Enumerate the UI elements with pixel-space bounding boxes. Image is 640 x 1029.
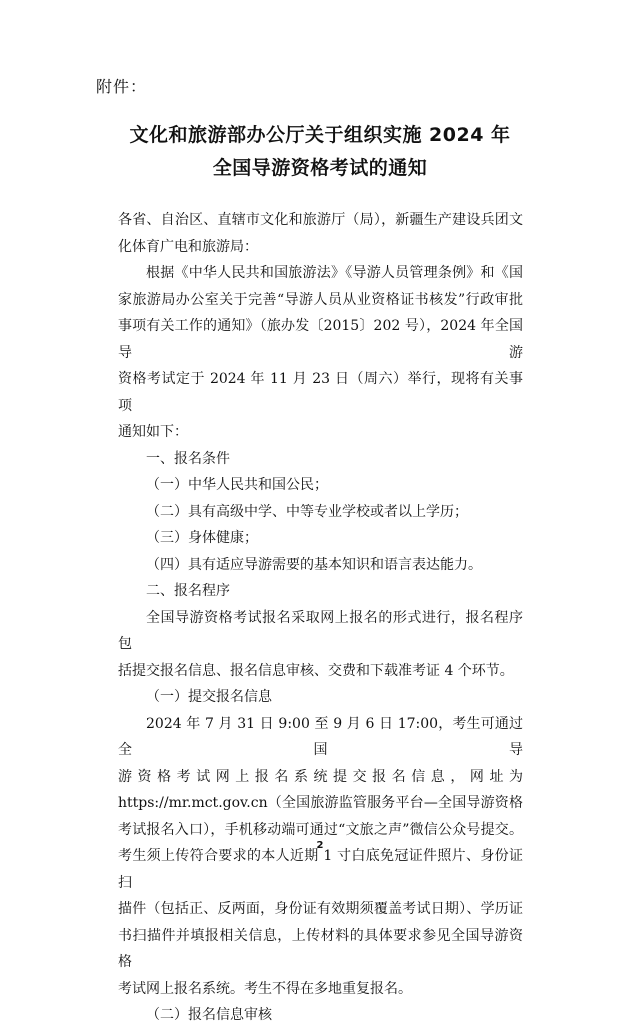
addressee-line: 化体育广电和旅游局：	[118, 238, 258, 255]
intro-line: 家旅游局办公室关于完善“导游人员从业资格证书核发”行政审批	[118, 291, 523, 308]
section-heading: 二、报名程序	[146, 583, 230, 599]
condition-item: （三）身体健康；	[146, 530, 258, 546]
submission-line: 游资格考试网上报名系统提交报名信息，网址为	[118, 768, 523, 785]
submission-line: 考试网上报名系统。考生不得在多地重复报名。	[118, 980, 412, 997]
intro-line: 根据《中华人民共和国旅游法》《导游人员管理条例》和《国	[146, 265, 523, 281]
addressee-line: 各省、自治区、直辖市文化和旅游厅（局），新疆生产建设兵团文	[118, 212, 523, 228]
attachment-label: 附件：	[96, 77, 148, 96]
submission-line: 书扫描件并填报相关信息，上传材料的具体要求参见全国导游资格	[118, 927, 523, 970]
condition-item: （一）中华人民共和国公民；	[146, 477, 328, 493]
submission-line: 2024 年 7 月 31 日 9:00 至 9 月 6 日 17:00，考生可通过全国导	[118, 715, 523, 758]
procedure-line: 全国导游资格考试报名采取网上报名的形式进行，报名程序包	[118, 609, 523, 652]
section-heading: 一、报名条件	[146, 450, 230, 467]
submission-line: 描件（包括正、反两面，身份证有效期须覆盖考试日期）、学历证	[118, 901, 523, 917]
subsection-heading: （二）报名信息审核	[146, 1007, 272, 1023]
condition-item: （四）具有适应导游需要的基本知识和语言表达能力。	[146, 556, 482, 573]
intro-line: 事项有关工作的通知》（旅办发〔2015〕202 号），2024 年全国导游	[118, 318, 523, 361]
procedure-line: 括提交报名信息、报名信息审核、交费和下载准考证 4 个环节。	[118, 662, 514, 679]
condition-item: （二）具有高级中学、中等专业学校或者以上学历；	[146, 503, 468, 520]
page-number: 2	[316, 840, 324, 851]
intro-line: 资格考试定于 2024 年 11 月 23 日（周六）举行，现将有关事项	[118, 371, 523, 414]
submission-line: https://mr.mct.gov.cn（全国旅游监管服务平台—全国导游资格	[118, 795, 523, 811]
document-title-line-2: 全国导游资格考试的通知	[212, 157, 428, 179]
submission-line: 考生须上传符合要求的本人近期 1 寸白底免冠证件照片、身份证扫	[118, 848, 523, 891]
document-title-line-1: 文化和旅游部办公厅关于组织实施 2024 年	[129, 124, 511, 146]
document-body	[118, 207, 523, 1029]
subsection-heading: （一）提交报名信息	[146, 689, 272, 705]
intro-line: 通知如下：	[118, 424, 188, 440]
submission-line: 考试报名入口），手机移动端可通过“文旅之声”微信公众号提交。	[118, 821, 523, 838]
